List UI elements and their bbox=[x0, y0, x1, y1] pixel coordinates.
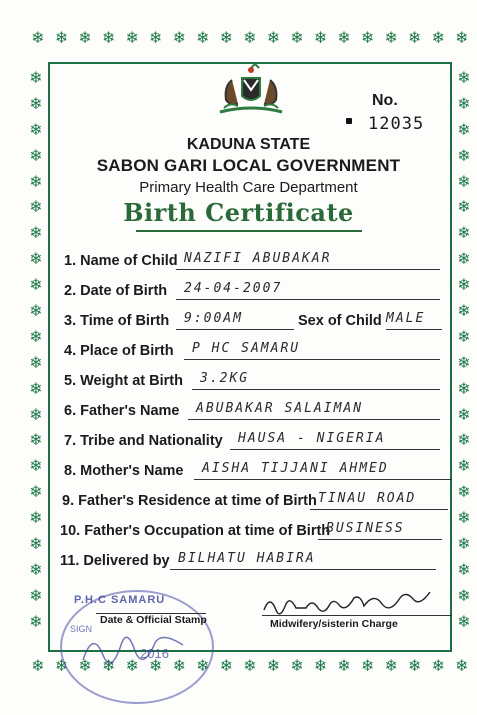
field-label bbox=[64, 433, 223, 449]
field-number: 11. bbox=[60, 553, 80, 569]
number-mark bbox=[346, 118, 352, 124]
snowflake-ornament-icon: ❄ bbox=[457, 119, 471, 139]
field-label bbox=[60, 553, 170, 569]
snowflake-ornament-icon: ❄ bbox=[290, 28, 304, 47]
snowflake-ornament-icon: ❄ bbox=[408, 28, 422, 47]
field-label-text: Father's Name bbox=[80, 403, 180, 419]
left-ornament-border bbox=[28, 70, 46, 630]
stamp-signature-scribble bbox=[78, 625, 188, 675]
snowflake-ornament-icon: ❄ bbox=[29, 301, 43, 321]
midwife-signature-line bbox=[262, 615, 452, 616]
date-stamp-label: Date & Official Stamp bbox=[100, 614, 207, 626]
snowflake-ornament-icon: ❄ bbox=[29, 482, 43, 502]
snowflake-ornament-icon: ❄ bbox=[457, 171, 471, 191]
snowflake-ornament-icon: ❄ bbox=[196, 656, 210, 675]
snowflake-ornament-icon: ❄ bbox=[219, 28, 234, 47]
snowflake-ornament-icon: ❄ bbox=[29, 93, 43, 113]
snowflake-ornament-icon: ❄ bbox=[29, 171, 43, 191]
snowflake-ornament-icon: ❄ bbox=[360, 656, 375, 675]
snowflake-ornament-icon: ❄ bbox=[29, 275, 43, 295]
field-underline bbox=[318, 539, 442, 540]
snowflake-ornament-icon: ❄ bbox=[313, 656, 328, 675]
field-underline bbox=[184, 359, 440, 360]
field-number: 8. bbox=[64, 463, 77, 479]
field-label-text: Father's Occupation at time of Birth bbox=[84, 523, 331, 539]
snowflake-ornament-icon: ❄ bbox=[78, 656, 92, 675]
field-label bbox=[62, 493, 317, 509]
snowflake-ornament-icon: ❄ bbox=[29, 249, 43, 269]
field-label-text: Father's Residence at time of Birth bbox=[78, 493, 317, 509]
midwife-label: Midwifery/sisterin Charge bbox=[270, 618, 398, 630]
field-value: HAUSA - NIGERIA bbox=[238, 431, 386, 446]
snowflake-ornament-icon: ❄ bbox=[219, 656, 234, 675]
field-value: BUSINESS bbox=[326, 521, 405, 536]
state-heading: KADUNA STATE bbox=[186, 136, 311, 153]
snowflake-ornament-icon: ❄ bbox=[337, 656, 351, 675]
field-label-text: Weight at Birth bbox=[80, 373, 183, 389]
snowflake-ornament-icon: ❄ bbox=[431, 656, 445, 675]
stamp-sub-text: SIGN bbox=[70, 624, 93, 634]
snowflake-ornament-icon: ❄ bbox=[101, 656, 116, 675]
snowflake-ornament-icon: ❄ bbox=[29, 378, 43, 398]
snowflake-ornament-icon: ❄ bbox=[266, 656, 281, 675]
snowflake-ornament-icon: ❄ bbox=[29, 326, 43, 346]
snowflake-ornament-icon: ❄ bbox=[243, 28, 257, 47]
snowflake-ornament-icon: ❄ bbox=[384, 28, 398, 47]
snowflake-ornament-icon: ❄ bbox=[29, 559, 43, 579]
snowflake-ornament-icon: ❄ bbox=[29, 456, 43, 476]
certificate-title: Birth Certificate bbox=[123, 198, 354, 227]
field-value: TINAU ROAD bbox=[318, 491, 417, 506]
field-underline bbox=[170, 569, 436, 570]
field-number: 1. bbox=[64, 253, 77, 269]
snowflake-ornament-icon: ❄ bbox=[29, 352, 43, 372]
field-label bbox=[64, 463, 184, 479]
field-label-text: Time of Birth bbox=[80, 313, 170, 329]
snowflake-ornament-icon: ❄ bbox=[457, 326, 471, 346]
snowflake-ornament-icon: ❄ bbox=[290, 656, 304, 675]
snowflake-ornament-icon: ❄ bbox=[457, 249, 471, 269]
field-label bbox=[64, 403, 179, 419]
snowflake-ornament-icon: ❄ bbox=[457, 145, 471, 165]
snowflake-ornament-icon: ❄ bbox=[457, 585, 471, 605]
local-government-heading: SABON GARI LOCAL GOVERNMENT bbox=[96, 156, 401, 175]
field-label bbox=[64, 313, 169, 329]
snowflake-ornament-icon: ❄ bbox=[29, 404, 43, 424]
field-number: 10. bbox=[60, 523, 81, 539]
snowflake-ornament-icon: ❄ bbox=[457, 352, 471, 372]
field-number: 2. bbox=[64, 283, 77, 299]
snowflake-ornament-icon: ❄ bbox=[29, 119, 43, 139]
snowflake-ornament-icon: ❄ bbox=[29, 197, 43, 217]
snowflake-ornament-icon: ❄ bbox=[29, 145, 43, 165]
snowflake-ornament-icon: ❄ bbox=[31, 28, 45, 47]
field-label-text: Place of Birth bbox=[80, 343, 174, 359]
field-label-text: Date of Birth bbox=[80, 283, 168, 299]
field-label bbox=[64, 283, 167, 299]
snowflake-ornament-icon: ❄ bbox=[457, 93, 471, 113]
field-value: 3.2KG bbox=[200, 371, 250, 386]
snowflake-ornament-icon: ❄ bbox=[243, 656, 257, 675]
field-underline bbox=[176, 269, 440, 270]
field-underline bbox=[192, 389, 440, 390]
right-ornament-border bbox=[456, 70, 474, 630]
snowflake-ornament-icon: ❄ bbox=[455, 28, 469, 47]
snowflake-ornament-icon: ❄ bbox=[457, 197, 471, 217]
snowflake-ornament-icon: ❄ bbox=[337, 28, 351, 47]
snowflake-ornament-icon: ❄ bbox=[360, 28, 375, 47]
top-ornament-border bbox=[30, 30, 470, 48]
snowflake-ornament-icon: ❄ bbox=[457, 482, 471, 502]
field-value: BILHATU HABIRA bbox=[178, 551, 316, 566]
field-number: 6. bbox=[64, 403, 77, 419]
title-underline bbox=[136, 230, 362, 232]
certificate-number: 12035 bbox=[368, 114, 425, 134]
snowflake-ornament-icon: ❄ bbox=[384, 656, 398, 675]
stamp-text: P.H.C SAMARU bbox=[74, 594, 166, 606]
snowflake-ornament-icon: ❄ bbox=[149, 28, 163, 47]
sex-of-child-value: MALE bbox=[386, 311, 426, 326]
snowflake-ornament-icon: ❄ bbox=[172, 28, 186, 47]
coat-of-arms-icon bbox=[210, 62, 292, 118]
snowflake-ornament-icon: ❄ bbox=[455, 656, 469, 675]
snowflake-ornament-icon: ❄ bbox=[431, 28, 445, 47]
snowflake-ornament-icon: ❄ bbox=[29, 430, 43, 450]
snowflake-ornament-icon: ❄ bbox=[29, 68, 43, 87]
field-label bbox=[64, 253, 178, 269]
snowflake-ornament-icon: ❄ bbox=[457, 301, 471, 321]
field-value: P HC SAMARU bbox=[192, 341, 301, 356]
snowflake-ornament-icon: ❄ bbox=[29, 611, 43, 631]
snowflake-ornament-icon: ❄ bbox=[29, 223, 43, 243]
snowflake-ornament-icon: ❄ bbox=[125, 28, 139, 47]
snowflake-ornament-icon: ❄ bbox=[457, 456, 471, 476]
snowflake-ornament-icon: ❄ bbox=[125, 656, 139, 675]
snowflake-ornament-icon: ❄ bbox=[101, 28, 116, 47]
field-value: 24-04-2007 bbox=[184, 281, 283, 296]
field-label-text: Tribe and Nationality bbox=[80, 433, 223, 449]
field-underline bbox=[188, 419, 440, 420]
field-label-text: Name of Child bbox=[80, 253, 178, 269]
snowflake-ornament-icon: ❄ bbox=[54, 656, 69, 675]
snowflake-ornament-icon: ❄ bbox=[29, 508, 43, 528]
field-value: NAZIFI ABUBAKAR bbox=[184, 251, 332, 266]
snowflake-ornament-icon: ❄ bbox=[457, 611, 471, 631]
snowflake-ornament-icon: ❄ bbox=[149, 656, 163, 675]
snowflake-ornament-icon: ❄ bbox=[196, 28, 210, 47]
snowflake-ornament-icon: ❄ bbox=[457, 430, 471, 450]
field-label-text: Delivered by bbox=[83, 553, 170, 569]
snowflake-ornament-icon: ❄ bbox=[457, 508, 471, 528]
snowflake-ornament-icon: ❄ bbox=[29, 585, 43, 605]
sex-of-child-label: Sex of Child bbox=[298, 313, 382, 329]
snowflake-ornament-icon: ❄ bbox=[457, 559, 471, 579]
field-number: 9. bbox=[62, 493, 75, 509]
department-heading: Primary Health Care Department bbox=[139, 179, 358, 196]
snowflake-ornament-icon: ❄ bbox=[457, 404, 471, 424]
snowflake-ornament-icon: ❄ bbox=[457, 223, 471, 243]
sex-of-child-line bbox=[386, 329, 442, 330]
snowflake-ornament-icon: ❄ bbox=[313, 28, 328, 47]
field-underline bbox=[176, 299, 440, 300]
field-underline bbox=[194, 479, 452, 480]
snowflake-ornament-icon: ❄ bbox=[408, 656, 422, 675]
snowflake-ornament-icon: ❄ bbox=[266, 28, 281, 47]
field-number: 7. bbox=[64, 433, 77, 449]
snowflake-ornament-icon: ❄ bbox=[29, 534, 43, 554]
field-underline bbox=[310, 509, 448, 510]
snowflake-ornament-icon: ❄ bbox=[457, 534, 471, 554]
field-value: ABUBAKAR SALAIMAN bbox=[196, 401, 364, 416]
field-value: 9:00AM bbox=[184, 311, 243, 326]
field-number: 5. bbox=[64, 373, 77, 389]
field-label bbox=[64, 343, 174, 359]
snowflake-ornament-icon: ❄ bbox=[54, 28, 69, 47]
snowflake-ornament-icon: ❄ bbox=[457, 378, 471, 398]
field-value: AISHA TIJJANI AHMED bbox=[202, 461, 389, 476]
field-number: 3. bbox=[64, 313, 77, 329]
field-label bbox=[60, 523, 330, 539]
stamp-date: 2016 bbox=[140, 646, 169, 661]
field-number: 4. bbox=[64, 343, 77, 359]
snowflake-ornament-icon: ❄ bbox=[31, 656, 45, 675]
snowflake-ornament-icon: ❄ bbox=[172, 656, 186, 675]
field-label-text: Mother's Name bbox=[80, 463, 184, 479]
snowflake-ornament-icon: ❄ bbox=[457, 275, 471, 295]
certificate-number-label: No. bbox=[372, 92, 398, 109]
snowflake-ornament-icon: ❄ bbox=[78, 28, 92, 47]
field-label bbox=[64, 373, 183, 389]
field-underline bbox=[176, 329, 294, 330]
field-underline bbox=[230, 449, 440, 450]
snowflake-ornament-icon: ❄ bbox=[457, 68, 471, 87]
